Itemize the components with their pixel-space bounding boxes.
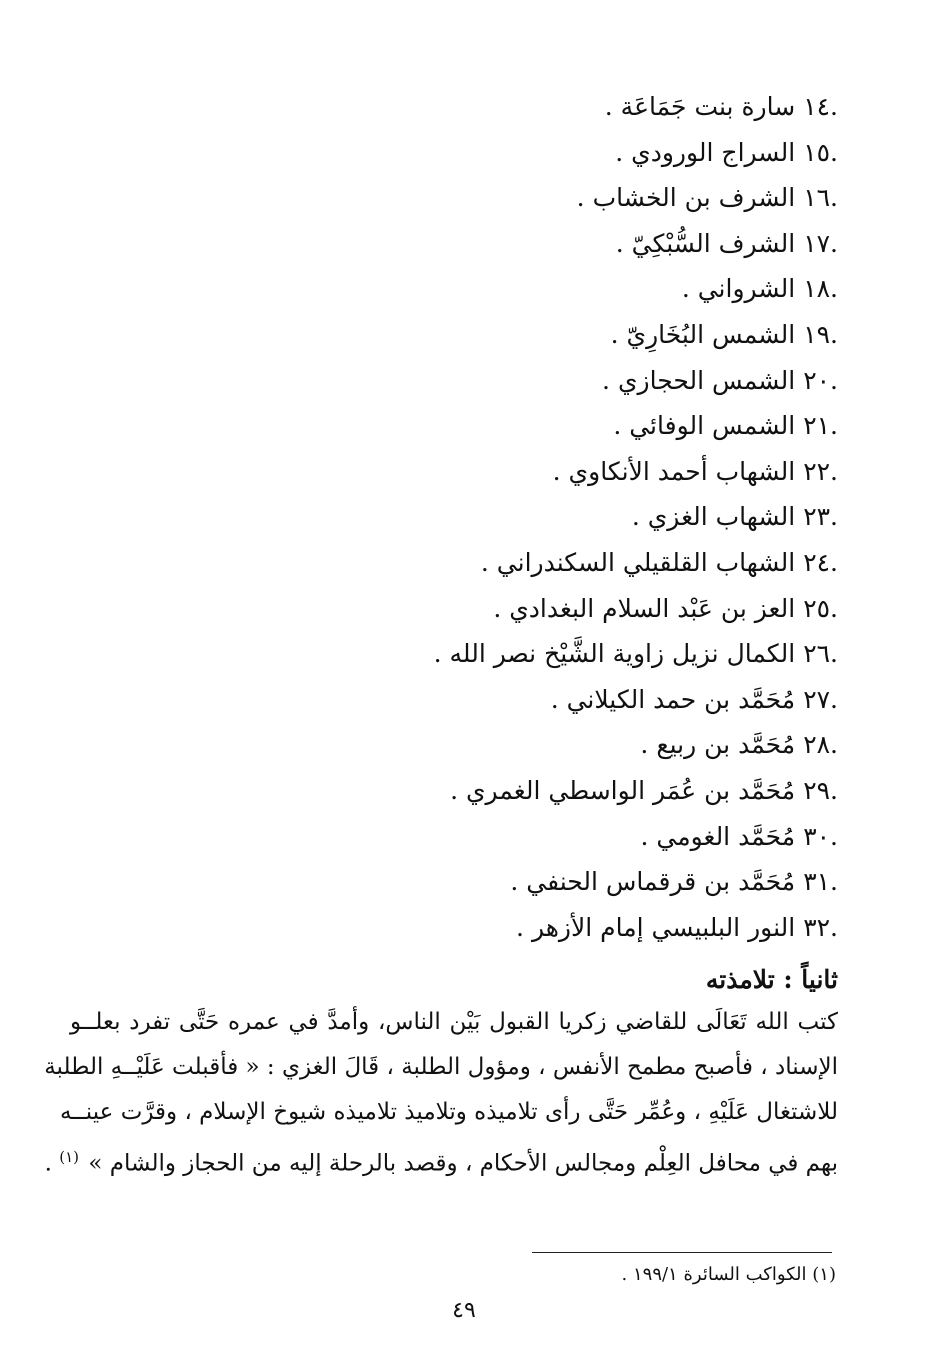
paragraph-end: . <box>44 1150 60 1177</box>
list-item <box>418 768 838 814</box>
list-item-number: .١٥ <box>803 137 838 167</box>
paragraph-line-text: بهم في محافل العِلْم ومجالس الأحكام ، وقصد بالرحلة إليه من الحجاز والشام » <box>88 1150 838 1177</box>
list-item-number: .٣١ <box>803 867 838 897</box>
list-item-number: .١٦ <box>803 183 838 213</box>
list-item-text: مُحَمَّد بن ربيع . <box>640 730 796 760</box>
list-item <box>418 631 838 677</box>
list-item <box>418 84 838 130</box>
list-item <box>418 859 838 905</box>
list-item-number: .٣٢ <box>803 912 838 942</box>
list-item-number: .١٨ <box>803 274 838 304</box>
list-item-text: مُحَمَّد بن عُمَر الواسطي الغمري . <box>450 775 796 805</box>
list-item <box>418 358 838 404</box>
list-item-text: الشرف السُّبْكِيّ . <box>615 228 796 258</box>
list-item-text: الشهاب الغزي . <box>631 502 796 532</box>
list-item-text: الشرف بن الخشاب . <box>576 183 796 213</box>
list-item-text: الشمس الوفائي . <box>613 411 796 441</box>
list-item <box>418 130 838 176</box>
footnote: (١) الكواكب السائرة ١٩٩/١ . <box>621 1264 836 1285</box>
list-item-number: .٢٦ <box>803 639 838 669</box>
list-item-text: الكمال نزيل زاوية الشَّيْخ نصر الله . <box>433 639 796 669</box>
paragraph-line: الإسناد ، فأصبح مطمح الأنفس ، ومؤول الطلبة ، قَالَ الغزي : « فأقبلت عَلَيْــهِ الطلبة <box>44 1054 838 1080</box>
list-item-text: السراج الورودي . <box>615 137 796 167</box>
list-item <box>418 403 838 449</box>
list-item-text: سارة بنت جَمَاعَة . <box>604 92 796 121</box>
list-item <box>418 175 838 221</box>
list-item <box>418 586 838 632</box>
list-item-number: .٣٠ <box>803 821 838 851</box>
list-item <box>418 494 838 540</box>
list-item-number: .٢٠ <box>803 365 838 395</box>
footnote-divider <box>532 1252 832 1253</box>
paragraph-line-last <box>44 1135 838 1180</box>
list-item-text: الشهاب القلقيلي السكندراني . <box>480 547 796 577</box>
list-item-number: .٢٢ <box>803 456 838 486</box>
list-item <box>418 814 838 860</box>
list-item-text: مُحَمَّد بن قرقماس الحنفي . <box>510 867 796 897</box>
footnote-reference: (١) <box>59 1148 80 1166</box>
list-item <box>418 540 838 586</box>
list-item-number: .١٧ <box>803 228 838 258</box>
paragraph-line: للاشتغال عَلَيْهِ ، وعُمِّر حَتَّى رأى تلاميذه وتلاميذ تلاميذه شيوخ الإسلام ، وقرَّت عينــه <box>59 1099 838 1125</box>
list-item <box>418 449 838 495</box>
list-item-text: الشرواني . <box>681 274 796 304</box>
list-item <box>418 722 838 768</box>
list-item-text: العز بن عَبْد السلام البغدادي . <box>493 593 796 623</box>
list-item-number: .٢٣ <box>803 502 838 532</box>
section-heading: ثانياً : تلامذته <box>705 965 838 994</box>
list-item-number: .٢٩ <box>803 775 838 805</box>
paragraph-line: كتب الله تَعَالَى للقاضي زكريا القبول بَيْن الناس، وأمدَّ في عمره حَتَّى تفرد بعلــو <box>70 1009 838 1035</box>
list-item-text: الشمس البُخَارِيّ . <box>610 319 796 349</box>
list-item-number: .٢١ <box>803 411 838 441</box>
list-item-text: مُحَمَّد بن حمد الكيلاني . <box>550 684 796 714</box>
list-item-number: .٢٥ <box>803 593 838 623</box>
list-item <box>418 905 838 951</box>
list-item-number: .٢٧ <box>803 684 838 714</box>
list-item <box>418 266 838 312</box>
paragraph <box>44 1000 838 1180</box>
list-item-text: مُحَمَّد الغومي . <box>640 821 796 851</box>
list-item <box>418 221 838 267</box>
page-number: ٤٩ <box>452 1298 476 1323</box>
list-item-number: .١٤ <box>803 92 838 121</box>
names-list <box>418 84 838 950</box>
list-item-text: الشمس الحجازي . <box>602 365 796 395</box>
list-item <box>418 677 838 723</box>
list-item-number: .٢٨ <box>803 730 838 760</box>
list-item-number: .٢٤ <box>803 547 838 577</box>
list-item-number: .١٩ <box>803 319 838 349</box>
list-item-text: النور البلبيسي إمام الأزهر . <box>516 912 796 942</box>
list-item-text: الشهاب أحمد الأنكاوي . <box>552 456 796 486</box>
list-item <box>418 312 838 358</box>
